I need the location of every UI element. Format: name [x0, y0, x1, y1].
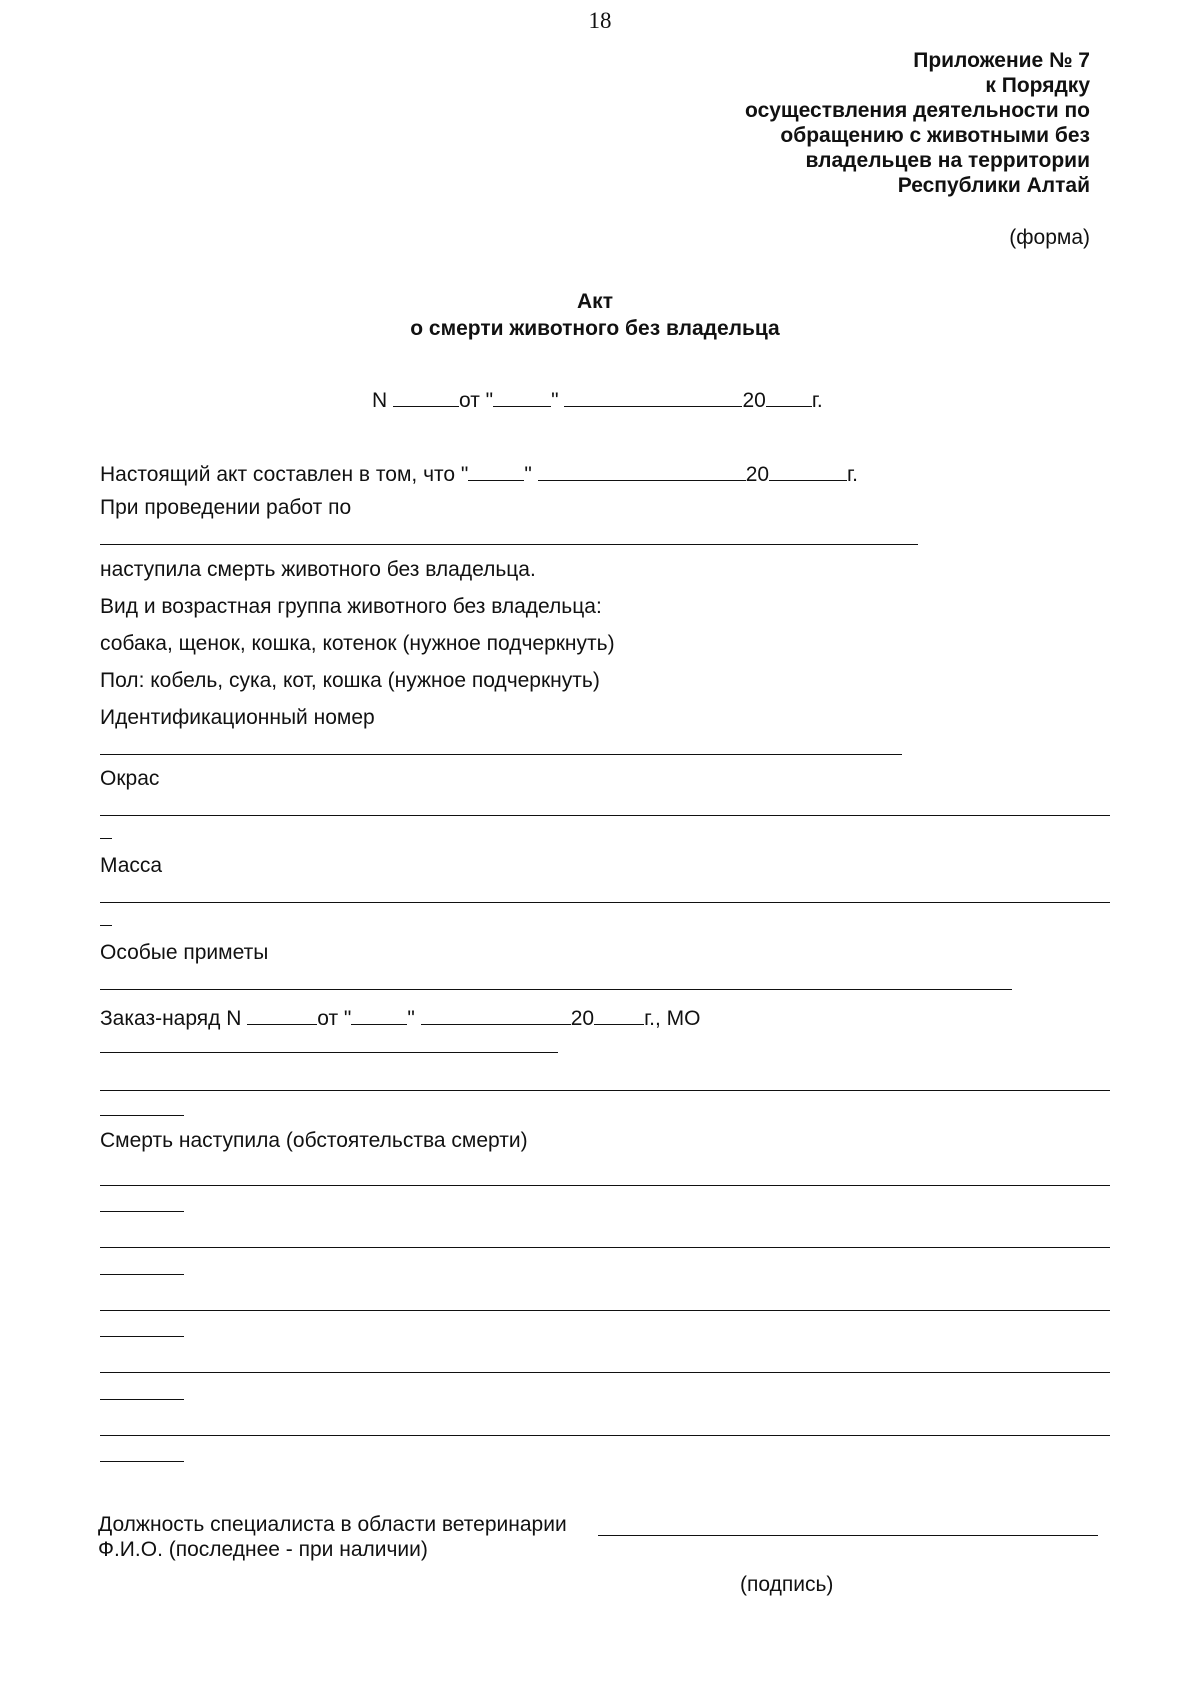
circumstances-line-2-tail	[100, 1274, 184, 1275]
title-line-1: Акт	[577, 290, 613, 313]
mass-field-line-tail	[100, 925, 112, 926]
title-line-2: о смерти животного без владельца	[410, 317, 780, 340]
species-label: Вид и возрастная группа животного без владельца:	[100, 595, 602, 618]
species-options: собака, щенок, кошка, котенок (нужное подчеркнуть)	[100, 632, 615, 655]
act-year-field[interactable]	[766, 386, 812, 407]
vet-position-field-line[interactable]	[598, 1535, 1098, 1536]
order-extra-field-line[interactable]	[100, 1090, 1110, 1091]
order-line	[100, 1004, 701, 1032]
appendix-line: Республики Алтай	[897, 174, 1090, 197]
appendix-line: обращению с животными без	[780, 124, 1090, 147]
death-occurred-text: наступила смерть животного без владельца.	[100, 558, 536, 581]
act-number-line	[372, 386, 823, 414]
order-year-prefix: 20	[570, 1007, 595, 1030]
circumstances-line-3[interactable]	[100, 1310, 1110, 1311]
color-field-line-tail	[100, 838, 112, 839]
order-mo-field-line[interactable]	[100, 1052, 558, 1053]
circumstances-line-2[interactable]	[100, 1247, 1110, 1248]
circumstances-line-5[interactable]	[100, 1435, 1110, 1436]
date-g: г.	[811, 389, 823, 412]
act-number-field[interactable]	[393, 386, 459, 407]
color-label: Окрас	[100, 767, 160, 790]
circumstances-line-1-tail	[100, 1211, 184, 1212]
number-prefix: N	[372, 389, 388, 412]
appendix-line: осуществления деятельности по	[745, 99, 1090, 122]
page-number: 18	[588, 8, 612, 33]
appendix-line: владельцев на территории	[805, 149, 1090, 172]
composed-month-field[interactable]	[538, 460, 746, 481]
id-number-field-line[interactable]	[100, 754, 902, 755]
order-month-field[interactable]	[421, 1004, 571, 1025]
circumstances-line-1[interactable]	[100, 1185, 1110, 1186]
date-year-prefix: 20	[742, 389, 766, 412]
order-day-field[interactable]	[351, 1004, 407, 1025]
order-g-mo: г., МО	[644, 1007, 701, 1030]
death-circumstances-label: Смерть наступила (обстоятельства смерти)	[100, 1129, 528, 1152]
vet-position-label: Должность специалиста в области ветеринарии	[98, 1513, 567, 1536]
composed-year-field[interactable]	[769, 460, 847, 481]
order-label: Заказ-наряд N	[100, 1007, 242, 1030]
date-quote: "	[551, 389, 559, 412]
composed-quote: "	[524, 463, 532, 486]
id-number-label: Идентификационный номер	[100, 706, 375, 729]
order-quote: "	[407, 1007, 415, 1030]
composed-year-prefix: 20	[745, 463, 770, 486]
order-year-field[interactable]	[594, 1004, 644, 1025]
mass-label: Масса	[100, 854, 163, 877]
works-field-line[interactable]	[100, 544, 918, 545]
works-label: При проведении работ по	[100, 496, 352, 519]
order-number-field[interactable]	[247, 1004, 317, 1025]
full-name-label: Ф.И.О. (последнее - при наличии)	[98, 1538, 428, 1561]
act-composed-label: Настоящий акт составлен в том, что "	[100, 463, 469, 486]
color-field-line[interactable]	[100, 815, 1110, 816]
order-ot: от "	[317, 1007, 352, 1030]
appendix-header	[745, 48, 1090, 198]
document-title	[0, 288, 1190, 342]
circumstances-line-5-tail	[100, 1461, 184, 1462]
composed-g: г.	[847, 463, 858, 486]
appendix-line: Приложение № 7	[913, 49, 1090, 72]
mass-field-line[interactable]	[100, 902, 1110, 903]
form-label: (форма)	[1009, 226, 1090, 249]
circumstances-line-4[interactable]	[100, 1372, 1110, 1373]
appendix-line: к Порядку	[985, 74, 1090, 97]
act-composed-line	[100, 460, 858, 488]
special-marks-field-line[interactable]	[100, 989, 1012, 990]
sex-options: Пол: кобель, сука, кот, кошка (нужное подчеркнуть)	[100, 669, 600, 692]
act-month-field[interactable]	[564, 386, 742, 407]
act-day-field[interactable]	[493, 386, 551, 407]
special-marks-label: Особые приметы	[100, 941, 269, 964]
circumstances-line-3-tail	[100, 1336, 184, 1337]
composed-day-field[interactable]	[468, 460, 524, 481]
date-ot: от "	[459, 389, 494, 412]
order-extra-field-tail	[100, 1115, 184, 1116]
circumstances-line-4-tail	[100, 1399, 184, 1400]
signature-label: (подпись)	[740, 1573, 834, 1596]
